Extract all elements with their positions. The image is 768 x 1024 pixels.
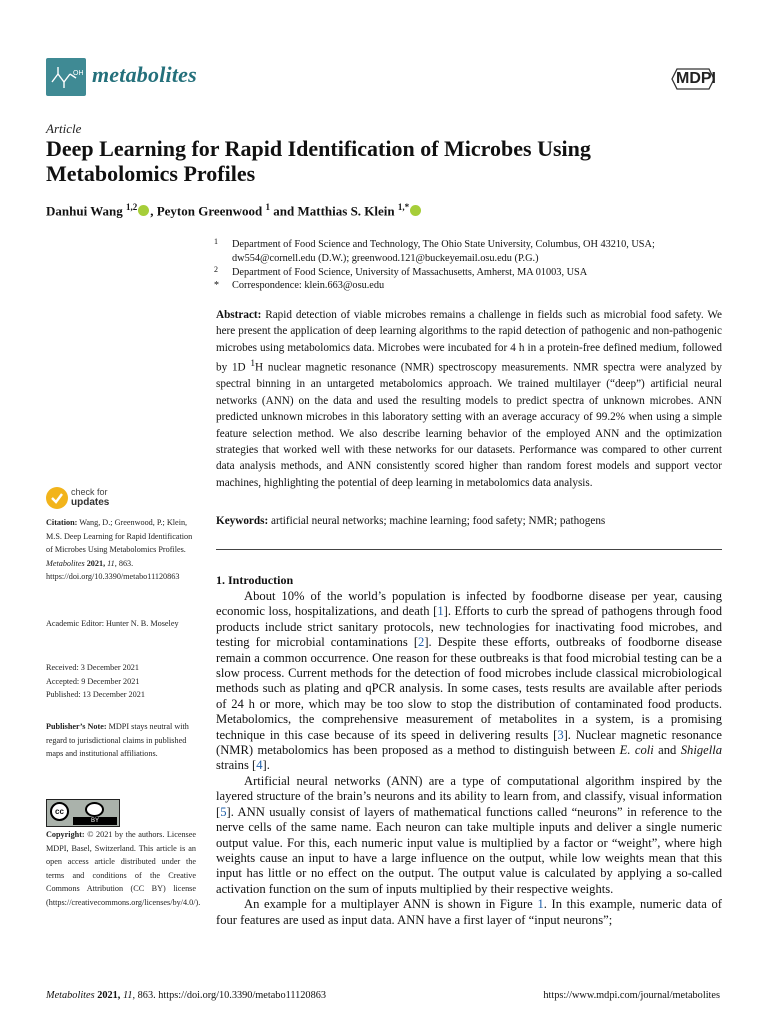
- section-divider: [216, 549, 722, 550]
- check-label-1: check for: [71, 487, 108, 497]
- text-run: An example for a multiplayer ANN is shown in Figure: [244, 897, 538, 912]
- body-text: [216, 589, 722, 928]
- citation-doi[interactable]: 863. https://doi.org/10.3390/metabo11120863: [46, 558, 180, 582]
- mdpi-text: MDPI: [676, 70, 716, 87]
- text-run: ]. Nuclear magnetic resonance (NMR) metabolomics has been proposed as a method to distinguish between: [216, 727, 722, 758]
- date-accepted: Accepted: 9 December 2021: [46, 676, 140, 686]
- publisher-note: [46, 720, 196, 761]
- keywords-text: artificial neural networks; machine learning; food safety; NMR; pathogens: [271, 515, 606, 527]
- citation-volume: 11,: [107, 558, 117, 568]
- date-published: Published: 13 December 2021: [46, 690, 145, 700]
- text-run: ]. Efforts to curb the spread of pathogens through food products include strict sanitary protocols, new technologies for inactivating food microbes, and testing for microbial contaminations [: [216, 604, 722, 650]
- keywords-label: Keywords:: [216, 515, 269, 527]
- author-name[interactable]: Danhui Wang: [46, 203, 123, 219]
- citation-journal: Metabolites: [46, 558, 85, 568]
- journal-name[interactable]: metabolites: [92, 62, 197, 87]
- article-type: Article: [46, 121, 82, 136]
- citation-label: Citation:: [46, 518, 78, 527]
- affiliation-item: [214, 266, 724, 280]
- academic-editor: Academic Editor: Hunter N. B. Moseley: [46, 619, 179, 628]
- citation-text: Wang, D.; Greenwood, P.; Klein, M.S. Deep Learning for Rapid Identification of Microbes Using Metabolomics Profiles.: [46, 518, 193, 555]
- abstract: [216, 307, 722, 491]
- citation-year: 2021,: [86, 558, 106, 568]
- check-label-2: updates: [71, 497, 110, 508]
- section-heading: 1. Introduction: [216, 573, 294, 587]
- footer-citation: [46, 990, 326, 1001]
- affiliation-line[interactable]: dw554@cornell.edu (D.W.); greenwood.121@buckeyemail.osu.edu (P.G.): [232, 252, 539, 264]
- molecule-icon: [46, 58, 86, 96]
- citation-ref[interactable]: 3: [557, 727, 564, 742]
- by-label: BY: [73, 817, 117, 825]
- correspondence-line[interactable]: Correspondence: klein.663@osu.edu: [232, 280, 385, 292]
- text-run: ]. ANN usually consist of layers of mathematical functions called “neurons” in reference to the nerve cells of the same name. Each neuron can take multiple inputs and deliver a single numeric output value. For this, each numeric input value is multiplied by a factor or “weight”, where high weights cause an input to have a large influence on the output, while low weights mean that this input has little or no effect on the output. The output value is calculated by applying a so-called activation function on the sum of inputs multiplied by their respective weights.: [216, 804, 722, 896]
- citation-block: [46, 516, 196, 584]
- paragraph: [216, 774, 722, 897]
- cc-by-license-badge[interactable]: [46, 799, 120, 827]
- citation-ref[interactable]: 2: [418, 635, 425, 650]
- affiliation-line: Department of Food Science, University of Massachusetts, Amherst, MA 01003, USA: [232, 266, 588, 278]
- check-for-updates-button[interactable]: [46, 485, 146, 511]
- text-run: strains [: [216, 758, 257, 773]
- citation-ref[interactable]: 5: [220, 804, 227, 819]
- footer-volume: 11,: [122, 990, 136, 1001]
- species-name: Shigella: [680, 743, 723, 758]
- abstract-sup: 1: [250, 359, 256, 370]
- author-affiliation: 1,2: [125, 202, 138, 212]
- date-received: Received: 3 December 2021: [46, 663, 139, 672]
- orcid-icon[interactable]: [138, 205, 149, 216]
- text-run: ].: [262, 758, 270, 773]
- author-name[interactable]: Matthias S. Klein: [297, 203, 395, 219]
- author-affiliation: 1,*: [397, 202, 410, 212]
- affiliation-marker: 2: [214, 264, 218, 274]
- copyright-text: © 2021 by the authors. Licensee MDPI, Basel, Switzerland. This article is an open access article distributed under the terms and conditions of the Creative Commons Attribution (CC BY) license (https://creativecommons.org/licenses/by/4.0/).: [46, 830, 201, 907]
- species-name: E. coli: [619, 743, 654, 758]
- footer-year: 2021,: [97, 990, 121, 1001]
- text-run: and: [653, 743, 681, 758]
- citation-ref[interactable]: 4: [256, 758, 263, 773]
- abstract-label: Abstract:: [216, 309, 262, 321]
- abstract-text-cont: H nuclear magnetic resonance (NMR) spectroscopy measurements. NMR spectra were analyzed by spectral binning in an untargeted metabolomics approach. We trained multilayer (“deep”) artificial neural networks (ANN) on the data and used the resulting models to predict spectra of unknown microbes. ANN predicted unknown microbes in this laboratory setting with an average accuracy of 99.2% when using a simple feature selection method. We also describe learning behavior of the employed ANN and the optimization strategies that worked well with these networks for our datasets. Performance was compared to other current data analysis methods, and ANN consistently scored higher than random forest models and support vector machines, highlighting the potential of deep learning in metabolomics data analysis.: [216, 361, 722, 489]
- authors-and: and: [273, 203, 295, 219]
- text-run: ]. Despite these efforts, outbreaks of foodborne disease remain a common occurrence. One reason for these outbreaks is that food microbial testing can be a slow process. Current methods for the detection of food microbes include classical microbiological methods such as plating and qPCR analysis. In some cases, tests results are available after periods of 24 h or more, which may be too slow to stop the distribution of contaminated food products. Metabolomics, the comprehensive measurement of metabolites in a system, is a promising technique in this case because of its speed in delivering results [: [216, 635, 723, 742]
- affiliations: [214, 238, 724, 293]
- journal-logo: [46, 58, 86, 96]
- check-icon: [46, 487, 68, 509]
- affiliation-item: [214, 238, 724, 266]
- footer-journal: Metabolites: [46, 990, 95, 1001]
- author-list: Danhui Wang $^{1,2}$ , Peyton Greenwood $^1$ and Matthias S. Klein $^{1,*}$: [46, 202, 422, 219]
- text-run: Artificial neural networks (ANN) are a type of computational algorithm inspired by the layered structure of the brain’s neurons and its ability to learn from, and classify, visual information [: [216, 773, 722, 819]
- text-run: About 10% of the world’s population is infected by foodborne disease per year, causing economic loss, hospitalizations, and death [: [216, 589, 722, 619]
- publisher-note-label: Publisher’s Note:: [46, 722, 107, 731]
- publisher-note-text: MDPI stays neutral with regard to jurisdictional claims in published maps and institutional affiliations.: [46, 722, 189, 759]
- text-run: . In this example, numeric data of four features are used as input data. ANN have a first layer of “input neurons”;: [216, 897, 722, 927]
- paragraph: [216, 897, 722, 928]
- footer-url[interactable]: https://www.mdpi.com/journal/metabolites: [543, 990, 720, 1001]
- publication-dates: [46, 661, 196, 702]
- author-affiliation: 1: [265, 202, 271, 212]
- mdpi-logo[interactable]: [666, 66, 720, 92]
- affiliation-item: [214, 279, 724, 293]
- affiliation-marker: 1: [214, 237, 218, 246]
- copyright-label: Copyright:: [46, 830, 85, 839]
- affiliation-line: Department of Food Science and Technology, The Ohio State University, Columbus, OH 43210, USA;: [232, 239, 655, 250]
- paragraph: [216, 589, 722, 774]
- logo-oh-label: OH: [73, 70, 84, 77]
- copyright-block: [46, 828, 201, 910]
- cc-icon: cc: [50, 802, 69, 821]
- abstract-text: Rapid detection of viable microbes remains a challenge in fields such as microbial food safety. We here present the application of deep learning algorithms to the rapid detection of pathogenic and non-pathogenic microbes using metabolomics data. Microbes were incubated for 4 h in a protein-free defined medium, followed by 1D: [216, 309, 723, 374]
- orcid-icon[interactable]: [410, 205, 421, 216]
- figure-ref[interactable]: 1: [537, 897, 544, 912]
- citation-ref[interactable]: 1: [437, 604, 444, 619]
- keywords: [216, 515, 722, 527]
- author-name[interactable]: Peyton Greenwood: [156, 203, 263, 219]
- affiliation-marker: *: [214, 280, 219, 292]
- by-person-icon: [85, 802, 104, 817]
- paper-title: Deep Learning for Rapid Identification of Microbes Using Metabolomics Profiles: [46, 136, 591, 186]
- footer-doi[interactable]: 863. https://doi.org/10.3390/metabo11120863: [137, 990, 327, 1001]
